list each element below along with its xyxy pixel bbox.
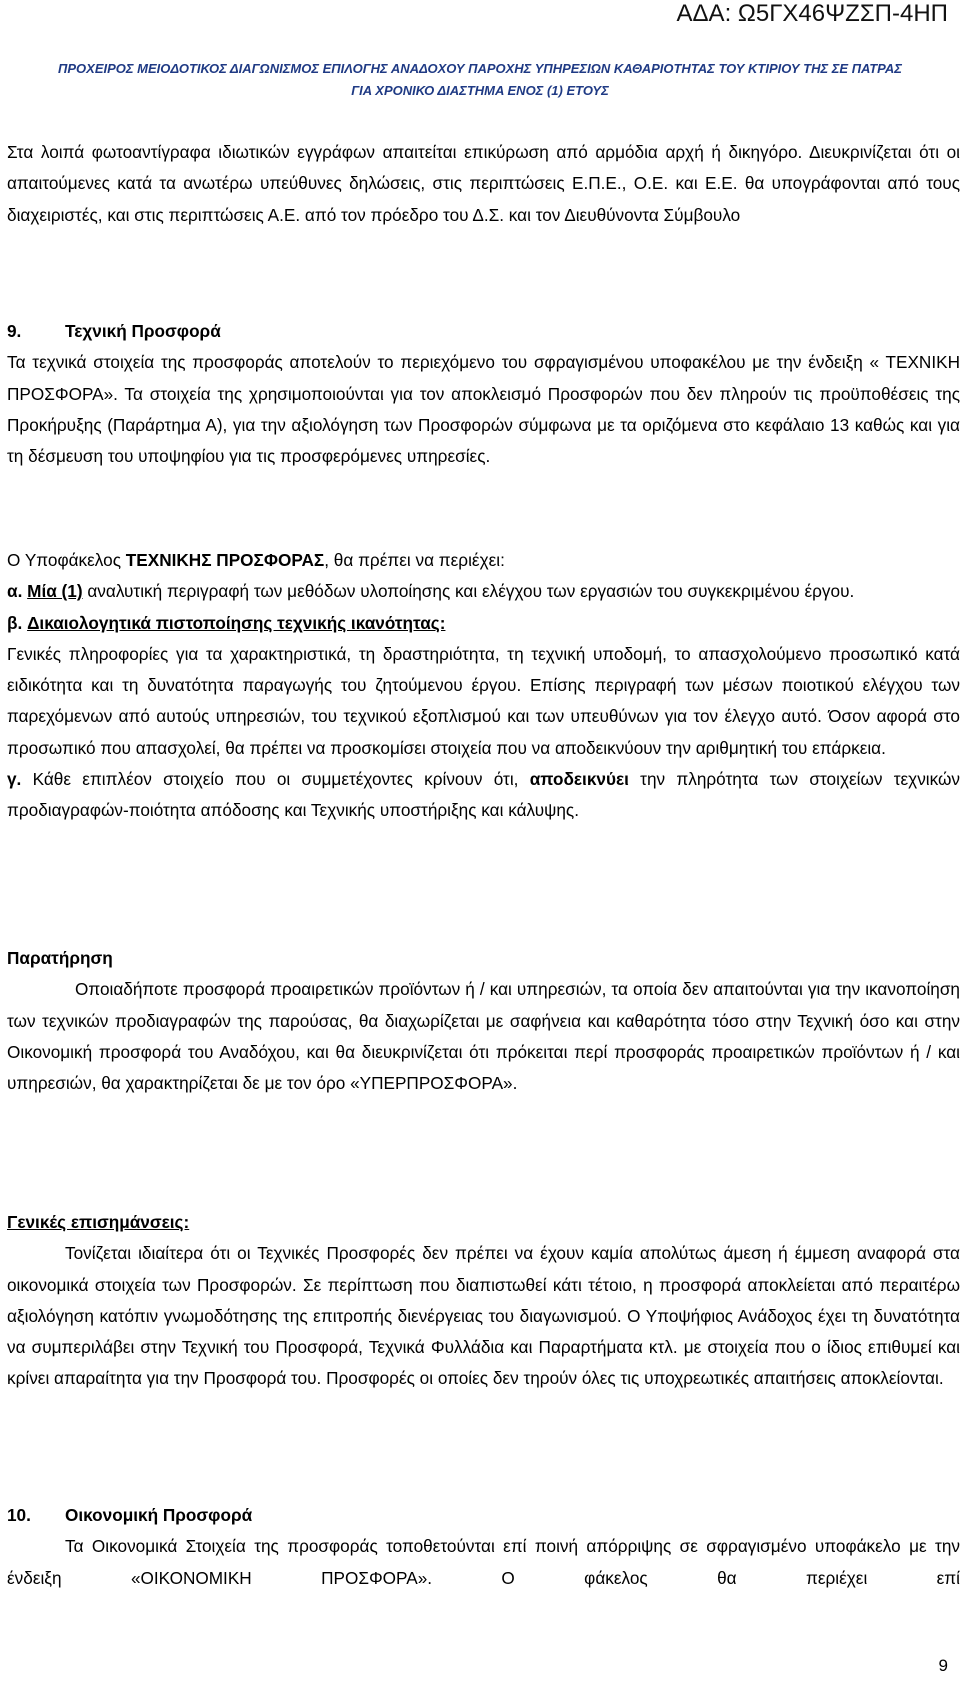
item-a-underlined: Μία (1) (27, 581, 83, 602)
item-a-letter: α. (7, 581, 23, 602)
section-10 (7, 1500, 960, 1594)
envelope-prefix: Ο Υποφάκελος (7, 550, 121, 570)
item-c-letter: γ. (7, 769, 22, 790)
section-9-paragraph: Τα τεχνικά στοιχεία της προσφοράς αποτελούν το περιεχόμενο του σφραγισμένου υποφακέλου με την ένδειξη « ΤΕΧΝΙΚΗ ΠΡΟΣΦΟΡΑ». Τα στοιχεία της χρησιμοποιούνται για τον αποκλεισμό Προσφορών που δεν πληρούν τις προϋποθέσεις της Προκήρυξης (Παράρτημα Α), για την αξιολόγηση των Προσφορών σύμφωνα με τα οριζόμενα στο κεφάλαιο 13 καθώς και για τη δέσμευση του υποψηφίου για τις προσφερόμενες υπηρεσίες. (7, 352, 960, 467)
envelope-line (7, 545, 960, 576)
section-9-number: 9. (7, 321, 22, 341)
intro-section (7, 137, 960, 231)
section-10-title: Οικονομική Προσφορά (65, 1505, 253, 1525)
item-b-heading (7, 608, 960, 639)
item-b-text: Γενικές πληροφορίες για τα χαρακτηριστικά, τη δραστηριότητα, τη τεχνική υποδομή, το απασχολούμενο προσωπικό κατά ειδικότητα και τη δυνατότητα παραγωγής του ζητούμενου έργου. Επίσης περιγραφή των μέσων ποιοτικού ελέγχου των παρεχόμενων από αυτούς υπηρεσιών, του τεχνικού εξοπλισμού και των υπευθύνων για τον έλεγχο αυτό. Όσον αφορά στο προσωπικό που απασχολεί, θα πρέπει να προσκομίσει στοιχεία που να αποδεικνύουν την αριθμητική του επάρκεια. (7, 643, 960, 758)
general-notes-section (7, 1207, 960, 1395)
document-header (0, 58, 960, 102)
general-notes-text: Τονίζεται ιδιαίτερα ότι οι Τεχνικές Προσφορές δεν πρέπει να έχουν καμία απολύτως άμεση ή έμμεση αναφορά στα οικονομικά στοιχεία των Προσφορών. Σε περίπτωση που διαπιστωθεί κάτι τέτοιο, η προσφορά αποκλείεται από περαιτέρω αξιολόγηση κατόπιν γνωμοδότησης της επιτροπής διενέργειας του διαγωνισμού. Ο Υποψήφιος Ανάδοχος έχει τη δυνατότητα να συμπεριλάβει στην Τεχνική του Προσφορά, Τεχνικά Φυλλάδια και Παραρτήματα κτλ. με στοιχεία που ο ίδιος επιθυμεί και κρίνει απαραίτητα για την Προσφορά του. Προσφορές οι οποίες δεν τηρούν όλες τις υποχρεωτικές απαιτήσεις αποκλείονται. (7, 1243, 960, 1389)
remark-title: Παρατήρηση (7, 948, 113, 968)
section-10-heading (7, 1500, 960, 1531)
item-a-text: αναλυτική περιγραφή των μεθόδων υλοποίησης και ελέγχου των εργασιών του συγκεκριμένου έργου. (82, 581, 855, 602)
envelope-suffix: , θα πρέπει να περιέχει: (324, 550, 505, 570)
section-9-title: Τεχνική Προσφορά (65, 321, 221, 341)
item-c-text1: Κάθε επιπλέον στοιχείο που οι συμμετέχοντες κρίνουν ότι, (21, 769, 530, 790)
item-c (7, 764, 960, 827)
item-c-bold: αποδεικνύει (529, 769, 629, 790)
header-title-line1: ΠΡΟΧΕΙΡΟΣ ΜΕΙΟΔΟΤΙΚΟΣ ΔΙΑΓΩΝΙΣΜΟΣ ΕΠΙΛΟΓΗΣ ΑΝΑΔΟΧΟΥ ΠΑΡΟΧΗΣ ΥΠΗΡΕΣΙΩΝ ΚΑΘΑΡΙΟΤΗΤΑΣ ΤΟΥ ΚΤΙΡΙΟΥ ΤΗΣ ΣΕ ΠΑΤΡΑΣ (58, 61, 902, 76)
section-9-contents (7, 545, 960, 827)
item-b-letter: β. (7, 612, 23, 633)
general-notes-title: Γενικές επισημάνσεις: (7, 1212, 190, 1232)
intro-paragraph: Στα λοιπά φωτοαντίγραφα ιδιωτικών εγγράφων απαιτείται επικύρωση από αρμόδια αρχή ή δικηγόρο. Διευκρινίζεται ότι οι απαιτούμενες κατά τα ανωτέρω υπεύθυνες δηλώσεις, στις περιπτώσεις Ε.Π.Ε., Ο.Ε. και Ε.Ε. θα υπογράφονται από τους διαχειριστές, και στις περιπτώσεις Α.Ε. από τον πρόεδρο του Δ.Σ. και τον Διευθύνοντα Σύμβουλο (7, 142, 960, 225)
ada-code: ΑΔΑ: Ω5ΓΧ46ΨΖΣΠ-4ΗΠ (676, 0, 948, 27)
envelope-bold: ΤΕΧΝΙΚΗΣ ΠΡΟΣΦΟΡΑΣ (125, 550, 325, 570)
header-title-line2: ΓΙΑ ΧΡΟΝΙΚΟ ΔΙΑΣΤΗΜΑ ΕΝΟΣ (1) ΕΤΟΥΣ (351, 83, 609, 98)
section-9-heading (7, 316, 960, 347)
section-10-number: 10. (7, 1505, 31, 1525)
section-10-text: Τα Οικονομικά Στοιχεία της προσφοράς τοποθετούνται επί ποινή απόρριψης σε σφραγισμένο υποφάκελο με την ένδειξη «ΟΙΚΟΝΟΜΙΚΗ ΠΡΟΣΦΟΡΑ». Ο φάκελος θα περιέχει επί (7, 1536, 960, 1588)
page-number: 9 (938, 1656, 948, 1675)
item-c-text2: την πληρότητα των στοιχείων τεχνικών προδιαγραφών-ποιότητα απόδοσης και Τεχνικής υποστήριξης και κάλυψης. (7, 769, 960, 821)
item-b-title: Δικαιολογητικά πιστοποίησης τεχνικής ικανότητας: (27, 612, 446, 633)
remark-text: Οποιαδήποτε προσφορά προαιρετικών προϊόντων ή / και υπηρεσιών, τα οποία δεν απαιτούνται για την ικανοποίηση των τεχνικών προδιαγραφών της παρούσας, θα διαχωρίζεται με σαφήνεια και καθαρότητα τόσο στην Τεχνική όσο και στην Οικονομική προσφορά του Αναδόχου, και θα διευκρινίζεται ότι πρόκειται περί προσφοράς προαιρετικών προϊόντων ή / και υπηρεσιών, θα χαρακτηρίζεται δε με τον όρο «ΥΠΕΡΠΡΟΣΦΟΡΑ». (7, 979, 960, 1094)
section-9 (7, 316, 960, 472)
item-a (7, 576, 960, 607)
remark-section (7, 943, 960, 1099)
